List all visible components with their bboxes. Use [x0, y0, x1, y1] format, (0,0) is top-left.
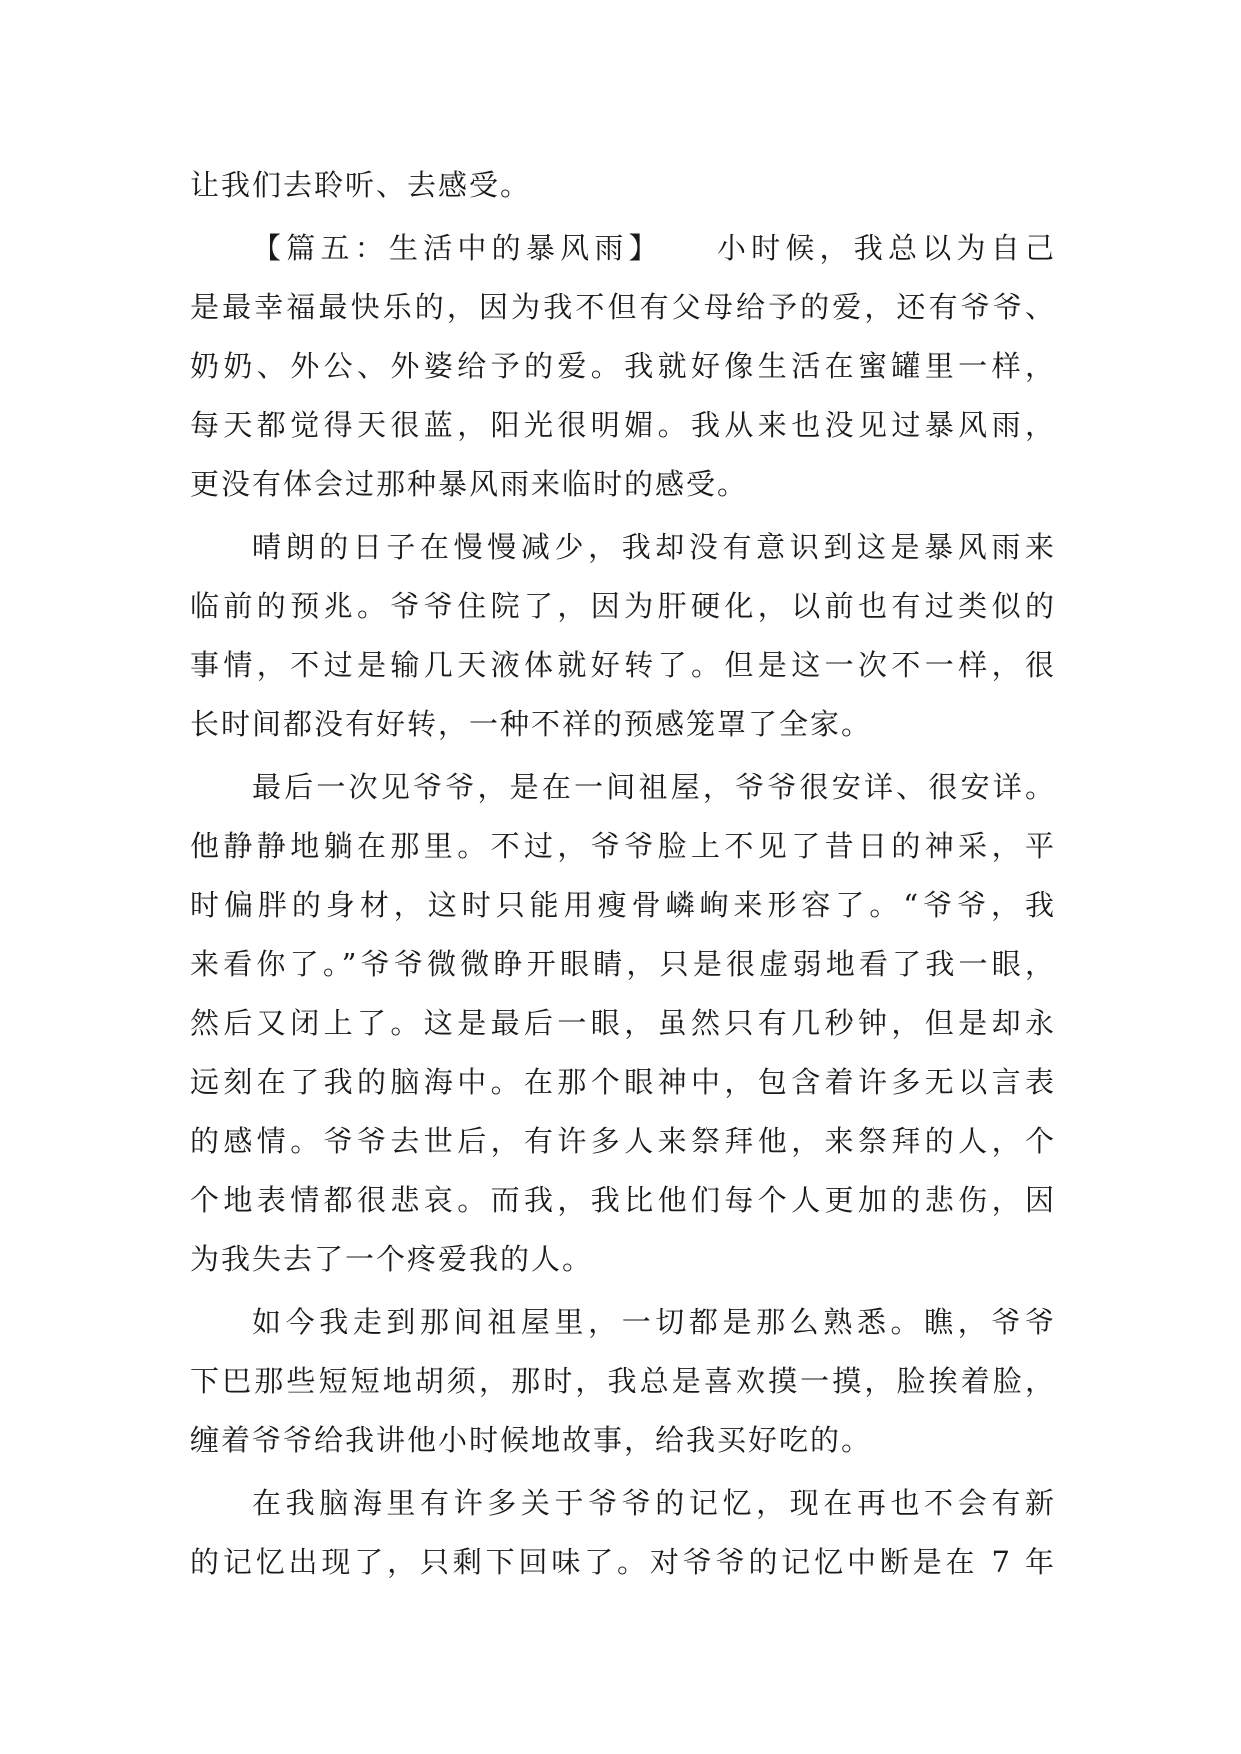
text-line: 长时间都没有好转，一种不祥的预感笼罩了全家。 [190, 707, 873, 741]
text-line: 让我们去聆听、去感受。 [190, 168, 532, 202]
text-line: 然后又闭上了。这是最后一眼，虽然只有几秒钟，但是却永 [190, 1006, 1056, 1040]
text-line: 奶奶、外公、外婆给予的爱。我就好像生活在蜜罐里一样， [190, 349, 1056, 383]
text-line: 更没有体会过那种暴风雨来临时的感受。 [190, 467, 749, 501]
text-line: 时偏胖的身材，这时只能用瘦骨嶙峋来形容了。“爷爷，我 [190, 888, 1056, 922]
text-line: 缠着爷爷给我讲他小时候地故事，给我买好吃的。 [190, 1423, 873, 1457]
text-line: 是最幸福最快乐的，因为我不但有父母给予的爱，还有爷爷、 [190, 290, 1056, 324]
text-line-section-heading: 【篇五：生活中的暴风雨】 小时候，我总以为自己 [252, 231, 1056, 265]
text-line: 远刻在了我的脑海中。在那个眼神中，包含着许多无以言表 [190, 1065, 1056, 1099]
text-line: 每天都觉得天很蓝，阳光很明媚。我从来也没见过暴风雨， [190, 408, 1056, 442]
text-line: 的感情。爷爷去世后，有许多人来祭拜他，来祭拜的人，个 [190, 1124, 1056, 1158]
text-line: 事情，不过是输几天液体就好转了。但是这一次不一样，很 [190, 648, 1056, 682]
document-body [190, 156, 1056, 1592]
text-line: 最后一次见爷爷，是在一间祖屋，爷爷很安详、很安详。 [252, 770, 1056, 804]
text-line: 的记忆出现了，只剩下回味了。对爷爷的记忆中断是在 7 年 [190, 1545, 1056, 1579]
text-line: 他静静地躺在那里。不过，爷爷脸上不见了昔日的神采，平 [190, 829, 1056, 863]
text-line: 如今我走到那间祖屋里，一切都是那么熟悉。瞧，爷爷 [252, 1305, 1056, 1339]
text-line: 来看你了。”爷爷微微睁开眼睛，只是很虚弱地看了我一眼， [190, 947, 1056, 981]
text-line: 在我脑海里有许多关于爷爷的记忆，现在再也不会有新 [252, 1486, 1056, 1520]
text-line: 晴朗的日子在慢慢减少，我却没有意识到这是暴风雨来 [252, 530, 1056, 564]
text-line: 临前的预兆。爷爷住院了，因为肝硬化，以前也有过类似的 [190, 589, 1056, 623]
text-line: 个地表情都很悲哀。而我，我比他们每个人更加的悲伤，因 [190, 1183, 1056, 1217]
text-line: 为我失去了一个疼爱我的人。 [190, 1242, 594, 1276]
text-line: 下巴那些短短地胡须，那时，我总是喜欢摸一摸，脸挨着脸， [190, 1364, 1056, 1398]
